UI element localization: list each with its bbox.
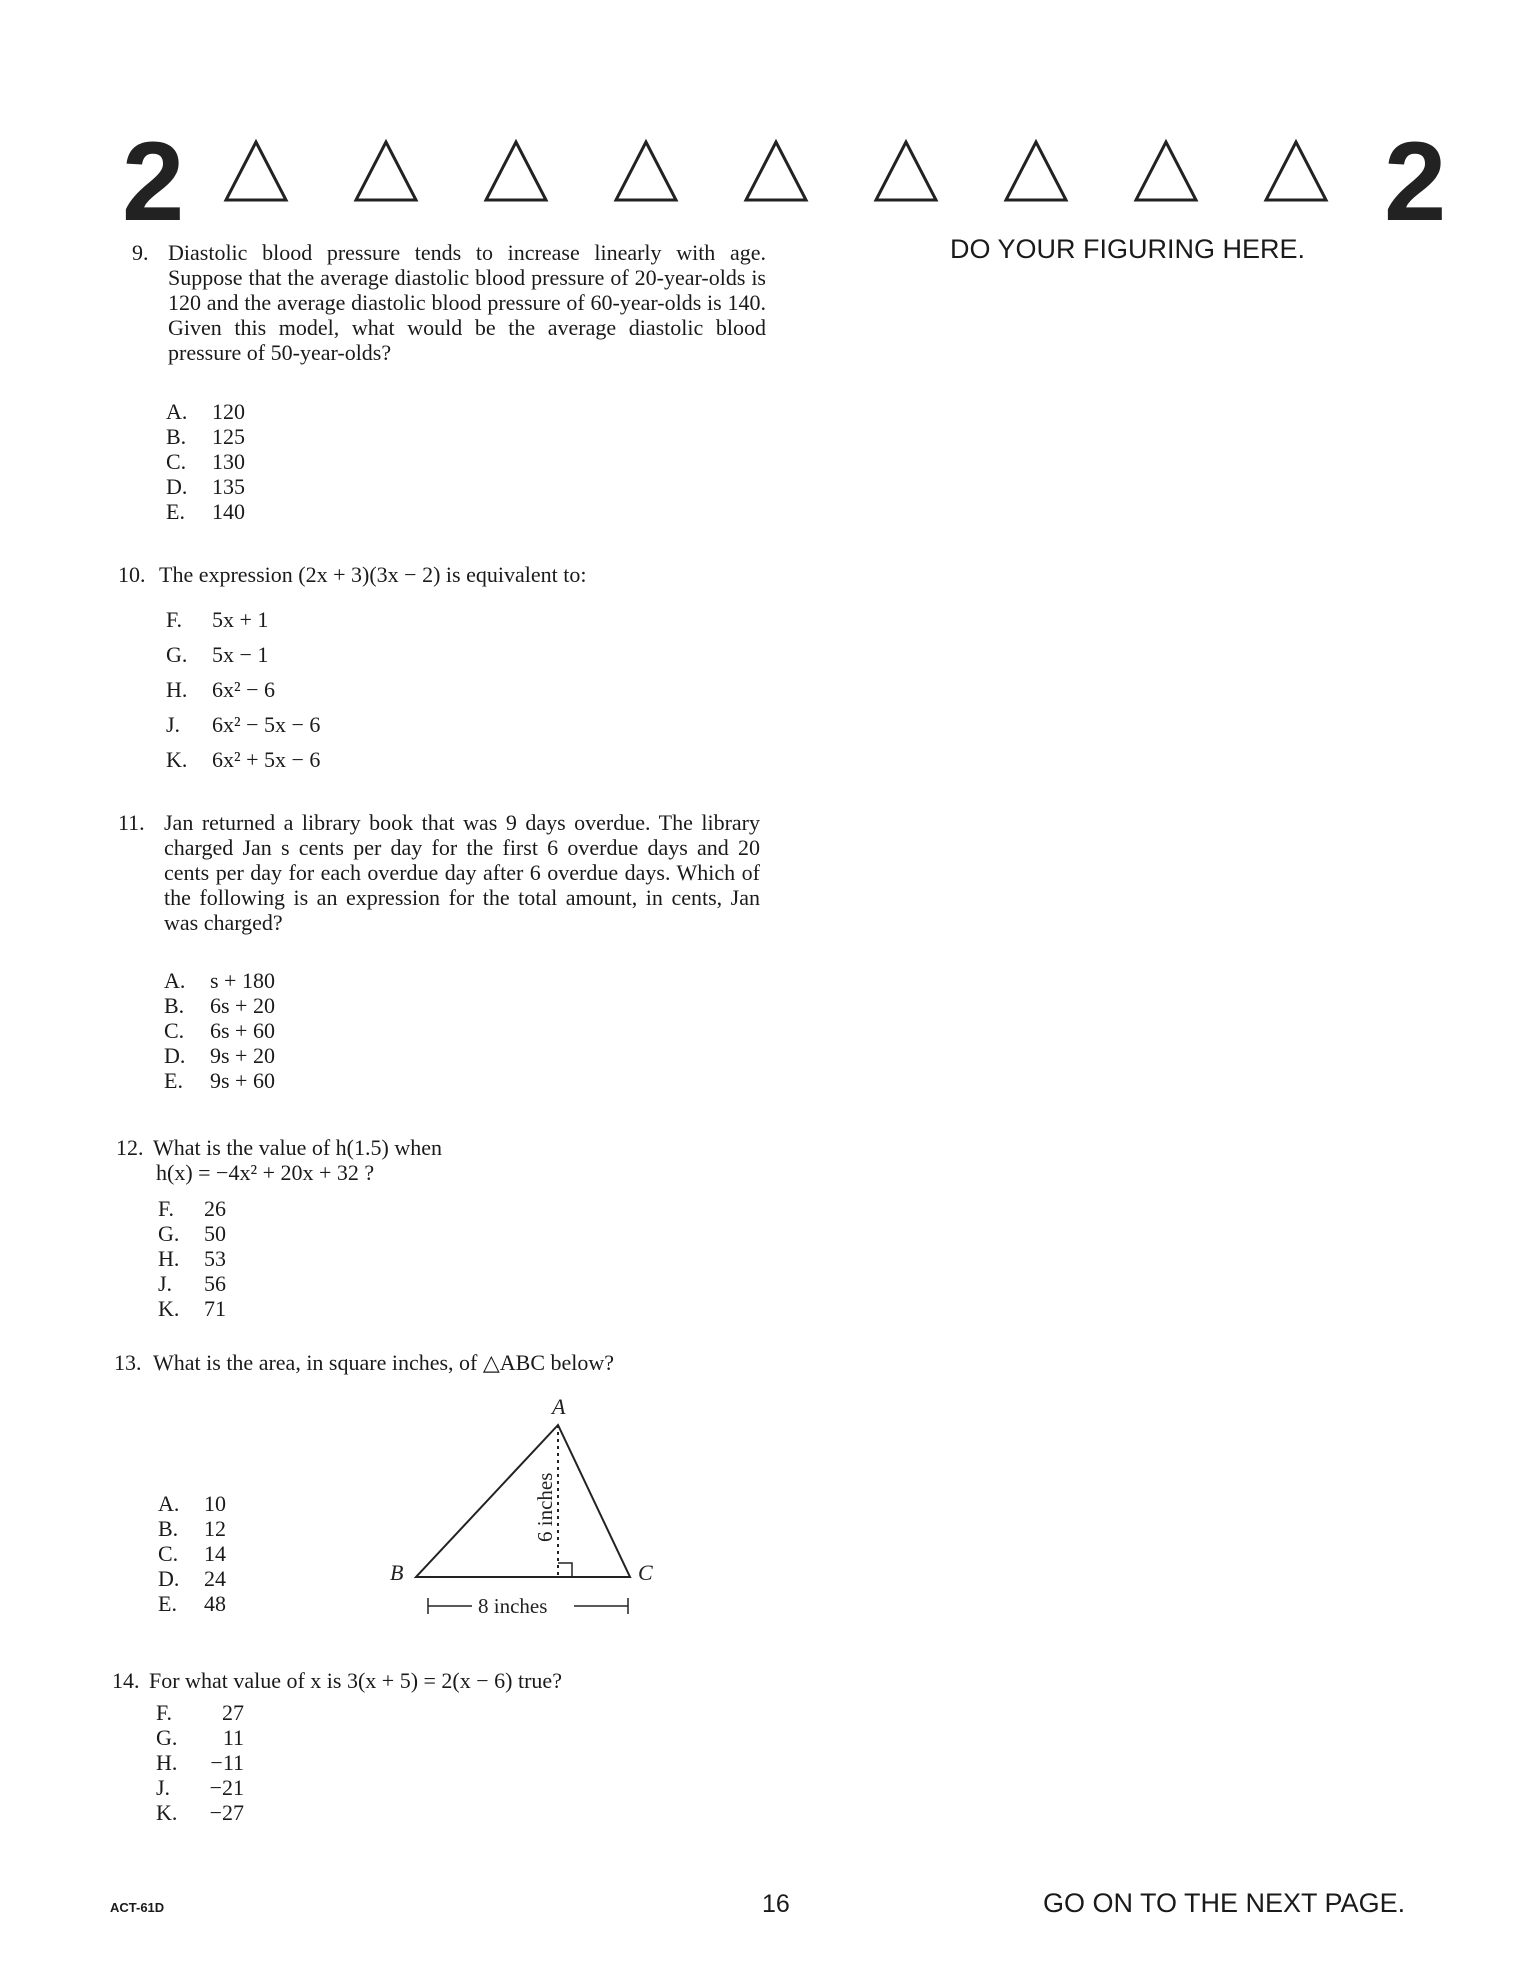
choice-text: 53 [204,1246,226,1271]
header-triangle-icon [616,142,676,200]
choice-letter: B. [166,424,187,449]
choices-13 [158,1491,226,1616]
triangle-abc [416,1425,630,1577]
figuring-note: DO YOUR FIGURING HERE. [950,234,1306,264]
choice-text: 12 [204,1516,226,1541]
next-page-note: GO ON TO THE NEXT PAGE. [1043,1888,1406,1918]
choice-text: 56 [204,1271,226,1296]
choice-text: 120 [212,399,245,424]
choice-letter: A. [164,968,186,993]
choice-text: 140 [212,499,245,524]
choice-text: 9s + 60 [210,1068,275,1093]
test-code: ACT-61D [110,1900,165,1915]
vertex-label-b: B [390,1560,404,1585]
choice-a[interactable] [164,968,275,993]
section-number-right: 2 [1384,119,1447,244]
choice-j[interactable] [166,707,320,742]
choice-text: 130 [212,449,245,474]
choice-g[interactable] [166,637,320,672]
choices-14 [156,1700,244,1825]
choice-text: 6s + 60 [210,1018,275,1043]
choice-letter: F. [158,1196,174,1221]
choice-letter: H. [156,1750,178,1775]
choice-b[interactable] [166,424,245,449]
section-number-left: 2 [122,119,185,244]
choice-letter: G. [166,642,188,667]
header-triangle-icon [1136,142,1196,200]
question-number: 10. [118,562,146,587]
question-number: 11. [118,810,145,835]
choice-h[interactable] [166,672,320,707]
question-stem-line-2: h(x) = −4x² + 20x + 32 ? [156,1160,375,1185]
choice-letter: A. [158,1491,180,1516]
choice-c[interactable] [158,1541,226,1566]
choice-letter: C. [166,449,187,474]
question-10 [118,562,818,587]
choice-d[interactable] [158,1566,226,1591]
choice-text: 14 [204,1541,226,1566]
choice-c[interactable] [166,449,245,474]
choice-text: 26 [204,1196,226,1221]
choice-letter: J. [166,712,181,737]
question-number: 12. [116,1135,144,1160]
choice-text: 6x² − 5x − 6 [212,712,321,737]
choice-text: 24 [204,1566,226,1591]
choice-h[interactable] [156,1750,244,1775]
choice-letter: F. [156,1700,172,1725]
header-triangle-icon [746,142,806,200]
choice-c[interactable] [164,1018,275,1043]
choice-letter: K. [156,1800,178,1825]
question-stem: Diastolic blood pressure tends to increase linearly with age. Suppose that the average diastolic blood pressure of 20-year-olds is 120 and the average diastolic blood pressure of 60-year-olds is 140. Given this model, what would be the average diastolic blood pressure of 50-year-olds? [168,240,766,365]
height-label: 6 inches [533,1472,557,1542]
header-triangle-icon [356,142,416,200]
choice-letter: D. [158,1566,180,1591]
choices-10 [166,602,320,777]
question-12 [116,1135,716,1185]
choice-text: 6x² − 6 [212,677,276,702]
choice-f[interactable] [158,1196,226,1221]
choice-letter: J. [158,1271,173,1296]
choice-letter: C. [164,1018,185,1043]
choice-letter: B. [158,1516,179,1541]
choice-letter: H. [158,1246,180,1271]
question-stem-line-1: What is the value of h(1.5) when [153,1135,442,1160]
choice-h[interactable] [158,1246,226,1271]
choice-text: 6s + 20 [210,993,275,1018]
choice-text: −27 [209,1800,244,1825]
choice-f[interactable] [156,1700,244,1725]
choice-text: −11 [210,1750,244,1775]
question-number: 9. [132,240,149,265]
choice-letter: D. [166,474,188,499]
choice-text: 50 [204,1221,226,1246]
choice-j[interactable] [158,1271,226,1296]
choice-text: 71 [204,1296,226,1321]
question-number: 14. [112,1668,140,1693]
header-triangle-icon [1006,142,1066,200]
header-triangle-icon [486,142,546,200]
vertex-label-c: C [638,1560,653,1585]
page-number: 16 [762,1890,790,1918]
choice-letter: J. [156,1775,171,1800]
choices-12 [158,1196,226,1321]
choice-e[interactable] [166,499,245,524]
choice-text: 27 [222,1700,244,1725]
choice-a[interactable] [166,399,245,424]
choice-text: −21 [209,1775,244,1800]
question-14 [112,1668,812,1693]
choice-letter: F. [166,607,182,632]
question-stem: What is the area, in square inches, of △ABC below? [153,1350,615,1375]
choice-g[interactable] [158,1221,226,1246]
choice-e[interactable] [158,1591,226,1616]
choices-9 [166,399,245,524]
question-9 [134,240,784,365]
choice-text: 135 [212,474,245,499]
vertex-label-a: A [552,1394,566,1419]
choices-11 [164,968,275,1093]
choice-letter: G. [156,1725,178,1750]
choice-k[interactable] [166,742,320,777]
choice-letter: K. [158,1296,180,1321]
choice-k[interactable] [158,1296,226,1321]
choice-g[interactable] [156,1725,244,1750]
choice-letter: B. [164,993,185,1018]
header-triangle-icon [1266,142,1326,200]
header-triangle-row [218,138,1368,208]
question-stem: For what value of x is 3(x + 5) = 2(x − 6) true? [149,1668,562,1693]
base-label: 8 inches [478,1594,548,1618]
choice-letter: E. [164,1068,183,1093]
choice-letter: D. [164,1043,186,1068]
question-number: 13. [114,1350,142,1375]
choice-letter: C. [158,1541,179,1566]
question-stem: The expression (2x + 3)(3x − 2) is equivalent to: [159,562,587,587]
triangle-abc-figure [380,1380,680,1620]
question-13 [114,1350,814,1375]
choice-a[interactable] [158,1491,226,1516]
choice-text: s + 180 [210,968,275,993]
choice-letter: E. [158,1591,177,1616]
choice-letter: G. [158,1221,180,1246]
header-triangle-icon [226,142,286,200]
choice-text: 5x − 1 [212,642,269,667]
choice-d[interactable] [166,474,245,499]
choice-text: 5x + 1 [212,607,269,632]
choice-b[interactable] [158,1516,226,1541]
choice-text: 11 [222,1725,244,1750]
choice-letter: A. [166,399,188,424]
choice-text: 10 [204,1491,226,1516]
choice-j[interactable] [156,1775,244,1800]
choice-text: 6x² + 5x − 6 [212,747,321,772]
choice-d[interactable] [164,1043,275,1068]
choice-letter: K. [166,747,188,772]
choice-b[interactable] [164,993,275,1018]
choice-text: 48 [204,1591,226,1616]
choice-text: 125 [212,424,245,449]
choice-k[interactable] [156,1800,244,1825]
choice-letter: E. [166,499,185,524]
choice-e[interactable] [164,1068,275,1093]
question-stem: Jan returned a library book that was 9 days overdue. The library charged Jan s cents per day for the first 6 overdue days and 20 cents per day for each overdue day after 6 overdue days. Which of the following is an expression for the total amount, in cents, Jan was charged? [164,810,760,935]
question-11 [118,810,768,935]
choice-f[interactable] [166,602,320,637]
header-triangle-icon [876,142,936,200]
choice-letter: H. [166,677,188,702]
right-angle-mark [558,1563,572,1577]
choice-text: 9s + 20 [210,1043,275,1068]
